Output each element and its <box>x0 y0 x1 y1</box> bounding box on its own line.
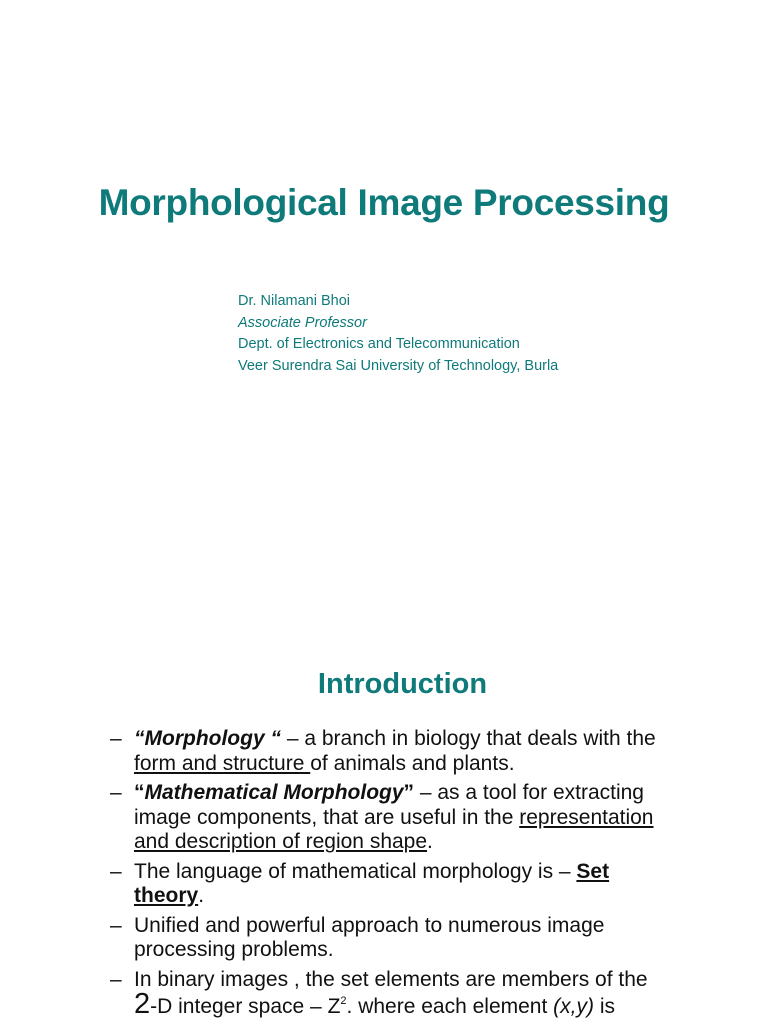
dash-marker: – <box>110 913 122 937</box>
intro-heading: Introduction <box>317 668 488 700</box>
bullet-item: – “Mathematical Morphology” – as a tool for extracting image components, that are useful in the representation and description of region shape. <box>110 781 654 853</box>
author-university: Veer Surendra Sai University of Technology, Burla <box>238 357 559 374</box>
bullet-item: – “Morphology “ – a branch in biology that deals with the form and structure of animals and plants. <box>110 727 656 775</box>
dash-marker: – <box>110 727 122 750</box>
bullet-item: – In binary images , the set elements are members of the 2-D integer space – $Z^2$. where each element (x,y) is <box>110 967 648 1020</box>
bullet-item: – Unified and powerful approach to numerous image processing problems. <box>110 913 605 961</box>
bullet-list <box>110 727 670 1025</box>
bullet-item: – The language of mathematical morphology is – Set theory. <box>110 859 610 907</box>
author-department: Dept. of Electronics and Telecommunication <box>238 336 520 352</box>
dash-marker: – <box>110 781 122 804</box>
dash-marker: – <box>110 859 122 883</box>
introduction-slide <box>0 650 768 1024</box>
author-role: Associate Professor <box>238 314 367 331</box>
author-name: Dr. Nilamani Bhoi <box>238 293 351 309</box>
dash-marker: – <box>110 967 122 991</box>
author-block <box>238 291 558 377</box>
slide-title: Morphological Image Processing <box>98 182 670 223</box>
